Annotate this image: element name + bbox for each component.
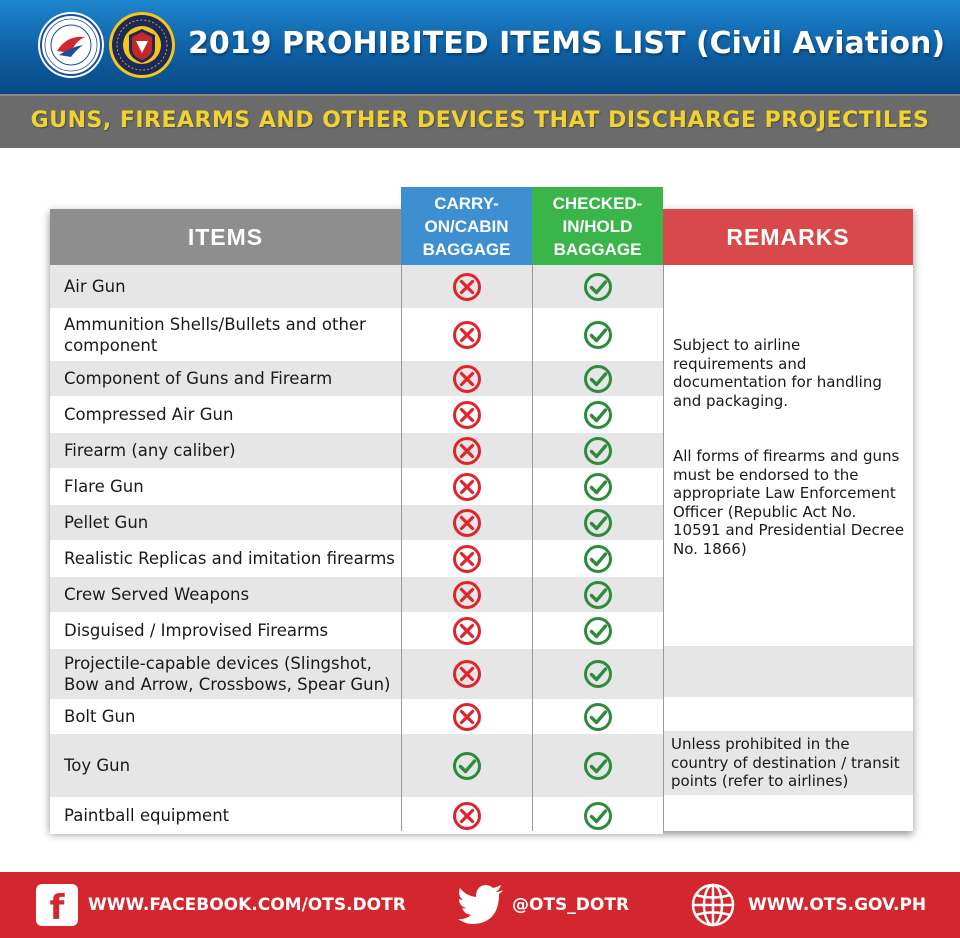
check-circle-icon <box>583 616 613 646</box>
header-banner <box>0 0 960 94</box>
x-circle-icon <box>452 544 482 574</box>
check-circle-icon <box>583 580 613 610</box>
x-circle-icon <box>452 801 482 831</box>
carry-on-status-cell <box>401 361 532 396</box>
category-banner <box>0 94 960 148</box>
remark-toy-gun: Unless prohibited in the country of destination / transit points (refer to airlines) <box>671 735 900 790</box>
facebook-link[interactable] <box>36 872 406 938</box>
website-link[interactable] <box>690 872 926 938</box>
item-name: Air Gun <box>64 277 126 296</box>
twitter-label: @OTS_DOTR <box>512 895 630 915</box>
check-circle-icon <box>583 659 613 689</box>
remark-firearms-endorsement: All forms of firearms and guns must be endorsed to the appropriate Law Enforcement Officer (Republic Act No. 10591 and Presidential Decree No. 1866) <box>673 447 905 558</box>
item-name: Crew Served Weapons <box>64 585 250 604</box>
item-name: Ammunition Shells/Bullets and other component <box>64 314 366 355</box>
dotr-seal-logo <box>37 11 105 79</box>
checked-in-status-cell <box>532 361 663 396</box>
carry-on-status-cell <box>401 309 532 360</box>
category-title: GUNS, FIREARMS AND OTHER DEVICES THAT DISCHARGE PROJECTILES <box>30 108 930 133</box>
item-name: Component of Guns and Firearm <box>64 369 333 388</box>
check-circle-icon <box>583 544 613 574</box>
table-row <box>50 649 663 700</box>
item-name: Flare Gun <box>64 477 144 496</box>
table-row <box>50 397 663 433</box>
carry-on-status-cell <box>401 700 532 733</box>
column-header-carry-on <box>401 187 532 265</box>
checked-in-status-cell <box>532 541 663 576</box>
page-title: 2019 PROHIBITED ITEMS LIST (Civil Aviation) <box>188 26 946 61</box>
table-row <box>50 541 663 577</box>
item-name: Bolt Gun <box>64 707 136 726</box>
check-circle-icon <box>452 751 482 781</box>
check-circle-icon <box>583 272 613 302</box>
checked-in-status-cell <box>532 265 663 308</box>
carry-on-status-cell <box>401 649 532 699</box>
x-circle-icon <box>452 320 482 350</box>
item-name: Disguised / Improvised Firearms <box>64 621 329 640</box>
column-divider <box>663 265 664 831</box>
x-circle-icon <box>452 272 482 302</box>
table-row <box>50 505 663 541</box>
table-row <box>50 613 663 649</box>
checked-in-status-cell <box>532 469 663 504</box>
carry-on-status-cell <box>401 613 532 648</box>
checked-in-status-cell <box>532 505 663 540</box>
carry-on-status-cell <box>401 433 532 468</box>
column-header-remarks: REMARKS <box>663 209 913 265</box>
checked-in-status-cell <box>532 433 663 468</box>
footer-banner <box>0 872 960 938</box>
checked-in-status-cell <box>532 734 663 797</box>
remark-firearms-airline: Subject to airline requirements and documentation for handling and packaging. <box>673 336 882 410</box>
checked-in-status-cell <box>532 700 663 733</box>
column-divider <box>532 265 533 831</box>
table-row <box>50 734 663 798</box>
table-row <box>50 798 663 834</box>
column-divider <box>401 265 402 831</box>
carry-on-status-cell <box>401 505 532 540</box>
x-circle-icon <box>452 400 482 430</box>
carry-on-status-cell <box>401 265 532 308</box>
check-circle-icon <box>583 364 613 394</box>
x-circle-icon <box>452 580 482 610</box>
item-name: Toy Gun <box>64 756 131 775</box>
check-circle-icon <box>583 320 613 350</box>
checked-in-status-cell <box>532 577 663 612</box>
table-row <box>50 309 663 361</box>
twitter-link[interactable] <box>458 872 629 938</box>
x-circle-icon <box>452 616 482 646</box>
check-circle-icon <box>583 751 613 781</box>
item-name: Realistic Replicas and imitation firearms <box>64 549 395 568</box>
item-name: Compressed Air Gun <box>64 405 234 424</box>
check-circle-icon <box>583 400 613 430</box>
checked-in-status-cell <box>532 649 663 699</box>
x-circle-icon <box>452 508 482 538</box>
remarks-band-bolt <box>663 697 913 731</box>
check-circle-icon <box>583 702 613 732</box>
checked-in-status-cell <box>532 397 663 432</box>
table-row <box>50 361 663 397</box>
item-name: Paintball equipment <box>64 806 230 825</box>
facebook-label: WWW.FACEBOOK.COM/OTS.DOTR <box>88 895 406 915</box>
carry-on-status-cell <box>401 577 532 612</box>
website-label: WWW.OTS.GOV.PH <box>748 895 927 915</box>
carry-on-status-cell <box>401 734 532 797</box>
check-circle-icon <box>583 801 613 831</box>
column-header-checked-in <box>532 187 663 265</box>
table-body <box>50 265 663 834</box>
item-name: Projectile-capable devices (Slingshot, Bow and Arrow, Crossbows, Spear Gun) <box>64 654 391 694</box>
twitter-bird-icon <box>458 885 504 925</box>
column-header-checked-in-label: CHECKED-IN/HOLD BAGGAGE <box>552 193 643 259</box>
check-circle-icon <box>583 472 613 502</box>
checked-in-status-cell <box>532 798 663 833</box>
x-circle-icon <box>452 472 482 502</box>
remarks-band-projectile <box>663 646 913 697</box>
checked-in-status-cell <box>532 309 663 360</box>
carry-on-status-cell <box>401 397 532 432</box>
globe-icon <box>690 882 736 928</box>
x-circle-icon <box>452 659 482 689</box>
table-row <box>50 577 663 613</box>
carry-on-status-cell <box>401 541 532 576</box>
column-header-items: ITEMS <box>50 209 401 265</box>
carry-on-status-cell <box>401 798 532 833</box>
remarks-column <box>663 265 913 831</box>
carry-on-status-cell <box>401 469 532 504</box>
checked-in-status-cell <box>532 613 663 648</box>
table-row <box>50 469 663 505</box>
x-circle-icon <box>452 702 482 732</box>
table-row <box>50 700 663 734</box>
table-row <box>50 265 663 309</box>
x-circle-icon <box>452 436 482 466</box>
x-circle-icon <box>452 364 482 394</box>
remarks-band-paintball <box>663 795 913 831</box>
facebook-icon: f <box>36 884 78 926</box>
check-circle-icon <box>583 436 613 466</box>
item-name: Pellet Gun <box>64 513 149 532</box>
ots-seal-logo <box>108 11 176 79</box>
check-circle-icon <box>583 508 613 538</box>
table-row <box>50 433 663 469</box>
item-name: Firearm (any caliber) <box>64 441 236 460</box>
column-header-carry-on-label: CARRY-ON/CABIN BAGGAGE <box>422 193 511 259</box>
